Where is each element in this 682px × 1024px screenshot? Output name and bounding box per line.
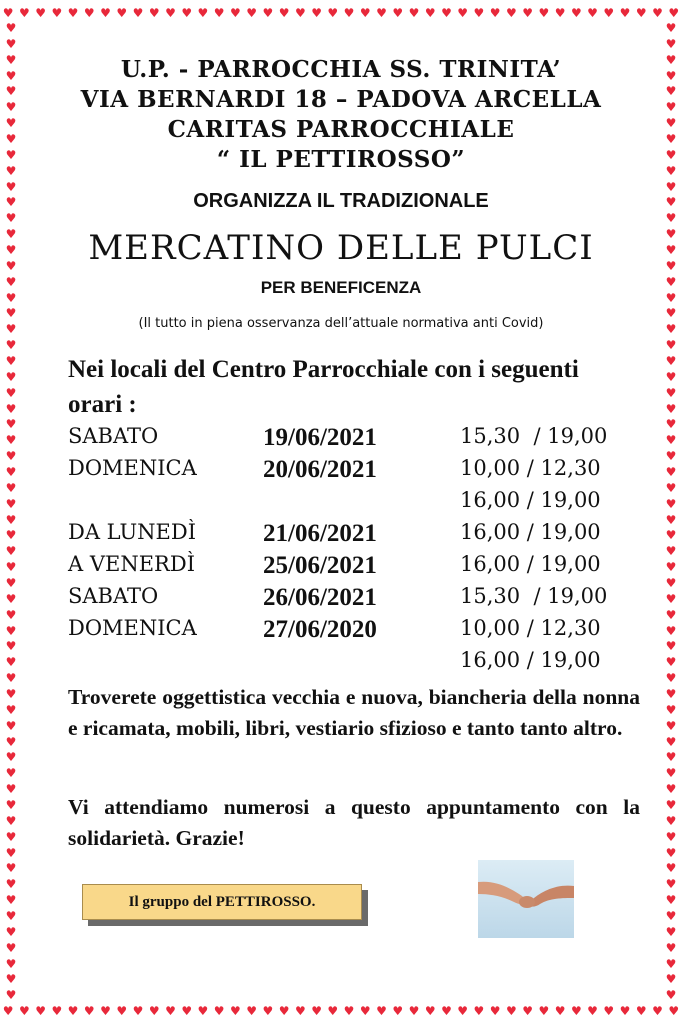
heart-icon: ♥	[5, 227, 17, 242]
schedule-row	[68, 616, 648, 680]
heart-icon: ♥	[665, 877, 677, 892]
heart-icon: ♥	[665, 940, 677, 955]
heart-icon: ♥	[5, 258, 17, 273]
heart-icon: ♥	[665, 227, 677, 242]
heart-icon: ♥	[489, 1004, 501, 1018]
heart-icon: ♥	[116, 1004, 128, 1018]
heart-icon: ♥	[5, 163, 17, 178]
heart-icon: ♥	[2, 1004, 14, 1018]
heart-icon: ♥	[665, 496, 677, 511]
heart-icon: ♥	[213, 6, 225, 20]
heart-icon: ♥	[665, 306, 677, 321]
heart-icon: ♥	[197, 6, 209, 20]
heart-icon: ♥	[5, 52, 17, 67]
heart-icon: ♥	[5, 449, 17, 464]
schedule-time: 15,30 / 19,00	[460, 424, 608, 448]
holding-hands-image	[478, 860, 574, 938]
heart-icon: ♥	[5, 512, 17, 527]
heart-icon: ♥	[665, 924, 677, 939]
heart-icon: ♥	[5, 100, 17, 115]
heart-icon: ♥	[5, 464, 17, 479]
heart-icon: ♥	[327, 1004, 339, 1018]
heart-icon: ♥	[5, 496, 17, 511]
heart-icon: ♥	[35, 6, 46, 20]
heart-icon: ♥	[18, 6, 30, 20]
heart-icon: ♥	[246, 1004, 258, 1018]
heart-icon: ♥	[5, 84, 17, 99]
heart-icon: ♥	[665, 623, 677, 638]
heart-icon: ♥	[665, 607, 677, 622]
heart-icon: ♥	[665, 956, 677, 971]
heart-icon: ♥	[668, 1004, 680, 1018]
heart-icon: ♥	[83, 1004, 95, 1018]
heart-icon: ♥	[51, 1004, 63, 1018]
heart-icon: ♥	[213, 1004, 225, 1018]
heart-icon: ♥	[5, 401, 17, 416]
heart-icon: ♥	[506, 1004, 517, 1018]
heart-icon: ♥	[5, 147, 17, 162]
heart-icon: ♥	[665, 591, 677, 606]
heart-icon: ♥	[665, 147, 677, 162]
schedule-day: SABATO	[68, 424, 159, 448]
heart-icon: ♥	[665, 687, 677, 702]
heart-icon: ♥	[5, 861, 17, 876]
heart-icon: ♥	[262, 6, 274, 20]
heart-icon: ♥	[18, 1004, 30, 1018]
heart-icon: ♥	[392, 1004, 404, 1018]
heart-icon: ♥	[506, 6, 517, 20]
heart-icon: ♥	[665, 655, 677, 670]
heart-icon: ♥	[652, 6, 663, 20]
heart-icon: ♥	[668, 6, 680, 20]
heart-border-top	[0, 2, 682, 24]
heart-icon: ♥	[665, 385, 677, 400]
heart-icon: ♥	[5, 924, 17, 939]
heart-icon: ♥	[538, 1004, 550, 1018]
heart-icon: ♥	[522, 1004, 533, 1018]
heart-icon: ♥	[473, 6, 485, 20]
heart-icon: ♥	[148, 1004, 160, 1018]
heart-icon: ♥	[522, 6, 533, 20]
heart-icon: ♥	[554, 6, 566, 20]
heart-icon: ♥	[665, 671, 677, 686]
heart-icon: ♥	[441, 1004, 452, 1018]
heart-icon: ♥	[665, 576, 677, 590]
heart-icon: ♥	[665, 972, 677, 987]
schedule-date: 26/06/2021	[263, 584, 377, 611]
heart-icon: ♥	[665, 274, 677, 289]
heart-icon: ♥	[100, 6, 111, 20]
heart-icon: ♥	[665, 131, 677, 146]
heart-icon: ♥	[603, 1004, 615, 1018]
heart-icon: ♥	[359, 6, 371, 20]
header-line-parish: U.P. - PARROCCHIA SS. TRINITA’	[120, 56, 562, 83]
heart-icon: ♥	[343, 1004, 355, 1018]
heart-icon: ♥	[652, 1004, 663, 1018]
schedule-row	[68, 424, 648, 456]
heart-icon: ♥	[165, 6, 176, 20]
heart-icon: ♥	[619, 1004, 631, 1018]
heart-icon: ♥	[665, 893, 677, 908]
heart-icon: ♥	[665, 52, 677, 67]
heart-icon: ♥	[665, 100, 677, 115]
heart-icon: ♥	[570, 6, 582, 20]
heart-icon: ♥	[5, 734, 17, 749]
heart-icon: ♥	[181, 6, 193, 20]
schedule-time: 15,30 / 19,00	[460, 584, 608, 608]
schedule-table	[68, 424, 648, 680]
heart-icon: ♥	[587, 6, 598, 20]
heart-icon: ♥	[230, 1004, 241, 1018]
heart-icon: ♥	[665, 369, 677, 384]
heart-icon: ♥	[665, 20, 677, 35]
heart-icon: ♥	[473, 1004, 485, 1018]
heart-icon: ♥	[665, 401, 677, 416]
schedule-time: 16,00 / 19,00	[460, 648, 601, 672]
header-line-group: “ IL PETTIROSSO”	[216, 146, 466, 173]
heart-icon: ♥	[665, 258, 677, 273]
heart-icon: ♥	[5, 909, 17, 924]
heart-icon: ♥	[5, 576, 17, 590]
heart-icon: ♥	[51, 6, 63, 20]
heart-icon: ♥	[5, 20, 17, 35]
heart-icon: ♥	[5, 845, 17, 860]
heart-icon: ♥	[5, 68, 17, 83]
heart-icon: ♥	[5, 591, 17, 606]
heart-icon: ♥	[665, 909, 677, 924]
heart-icon: ♥	[294, 6, 306, 20]
heart-icon: ♥	[489, 6, 501, 20]
schedule-time: 16,00 / 19,00	[460, 552, 601, 576]
schedule-date: 19/06/2021	[263, 424, 377, 451]
heart-icon: ♥	[665, 639, 677, 654]
schedule-date: 25/06/2021	[263, 552, 377, 579]
heart-icon: ♥	[5, 798, 17, 813]
heart-icon: ♥	[665, 179, 677, 194]
parish-header	[0, 52, 682, 178]
intro-text: Nei locali del Centro Parrocchiale con i seguenti orari :	[68, 356, 579, 418]
heart-icon: ♥	[5, 274, 17, 289]
heart-icon: ♥	[376, 1004, 387, 1018]
schedule-row	[68, 520, 648, 552]
schedule-time: 10,00 / 12,30	[460, 616, 601, 640]
heart-icon: ♥	[132, 1004, 144, 1018]
heart-icon: ♥	[665, 544, 677, 559]
schedule-time: 16,00 / 19,00	[460, 488, 601, 512]
heart-icon: ♥	[311, 1004, 322, 1018]
heart-icon: ♥	[132, 6, 144, 20]
header-line-address: VIA BERNARDI 18 – PADOVA ARCELLA	[80, 86, 602, 113]
heart-icon: ♥	[665, 480, 677, 495]
heart-icon: ♥	[5, 893, 17, 908]
heart-icon: ♥	[5, 988, 17, 1003]
heart-icon: ♥	[665, 163, 677, 178]
heart-icon: ♥	[5, 131, 17, 146]
schedule-date: 20/06/2021	[263, 456, 377, 483]
event-subtitle: PER BENEFICENZA	[260, 278, 422, 297]
heart-icon: ♥	[5, 782, 17, 797]
heart-icon: ♥	[181, 1004, 193, 1018]
heart-icon: ♥	[665, 322, 677, 337]
heart-icon: ♥	[5, 639, 17, 654]
heart-icon: ♥	[5, 718, 17, 733]
heart-icon: ♥	[665, 702, 677, 717]
heart-icon: ♥	[408, 1004, 420, 1018]
heart-icon: ♥	[619, 6, 631, 20]
heart-icon: ♥	[246, 6, 258, 20]
heart-icon: ♥	[665, 464, 677, 479]
heart-icon: ♥	[665, 84, 677, 99]
heart-icon: ♥	[5, 702, 17, 717]
schedule-time: 10,00 / 12,30	[460, 456, 601, 480]
holding-hands-icon	[478, 860, 574, 938]
heart-icon: ♥	[5, 195, 17, 210]
heart-icon: ♥	[2, 6, 14, 20]
heart-icon: ♥	[665, 560, 677, 575]
heart-icon: ♥	[665, 290, 677, 305]
heart-icon: ♥	[665, 338, 677, 353]
heart-icon: ♥	[5, 179, 17, 194]
heart-icon: ♥	[665, 813, 677, 828]
schedule-day: DOMENICA	[68, 456, 197, 480]
heart-border-bottom	[0, 1000, 682, 1022]
heart-icon: ♥	[457, 1004, 469, 1018]
heart-icon: ♥	[5, 687, 17, 702]
schedule-row	[68, 584, 648, 616]
heart-icon: ♥	[635, 1004, 647, 1018]
heart-icon: ♥	[5, 560, 17, 575]
heart-icon: ♥	[665, 433, 677, 448]
schedule-date: 21/06/2021	[263, 520, 377, 547]
heart-icon: ♥	[311, 6, 322, 20]
heart-icon: ♥	[5, 829, 17, 844]
heart-icon: ♥	[635, 6, 647, 20]
heart-icon: ♥	[343, 6, 355, 20]
heart-icon: ♥	[327, 6, 339, 20]
header-line-caritas: CARITAS PARROCCHIALE	[167, 116, 515, 143]
heart-icon: ♥	[665, 734, 677, 749]
schedule-day: SABATO	[68, 584, 159, 608]
heart-icon: ♥	[5, 607, 17, 622]
heart-icon: ♥	[5, 116, 17, 131]
heart-icon: ♥	[408, 6, 420, 20]
heart-icon: ♥	[5, 433, 17, 448]
heart-icon: ♥	[5, 417, 17, 432]
schedule-day: A VENERDÌ	[68, 552, 195, 576]
heart-icon: ♥	[665, 195, 677, 210]
heart-icon: ♥	[538, 6, 550, 20]
heart-icon: ♥	[5, 290, 17, 305]
heart-icon: ♥	[5, 877, 17, 892]
heart-icon: ♥	[5, 623, 17, 638]
heart-icon: ♥	[5, 972, 17, 987]
heart-icon: ♥	[665, 766, 677, 781]
heart-icon: ♥	[665, 449, 677, 464]
heart-icon: ♥	[5, 36, 17, 51]
heart-icon: ♥	[665, 68, 677, 83]
heart-icon: ♥	[665, 829, 677, 844]
heart-icon: ♥	[554, 1004, 566, 1018]
heart-icon: ♥	[665, 512, 677, 527]
covid-note: (Il tutto in piena osservanza dell’attuale normativa anti Covid)	[138, 316, 544, 331]
heart-icon: ♥	[424, 1004, 436, 1018]
schedule-date: 27/06/2020	[263, 616, 377, 643]
heart-icon: ♥	[262, 1004, 274, 1018]
heart-icon: ♥	[665, 528, 677, 543]
heart-icon: ♥	[5, 385, 17, 400]
heart-icon: ♥	[116, 6, 128, 20]
group-signature-badge: Il gruppo del PETTIROSSO.	[82, 884, 362, 920]
heart-icon: ♥	[665, 718, 677, 733]
heart-icon: ♥	[83, 6, 95, 20]
heart-icon: ♥	[5, 322, 17, 337]
heart-icon: ♥	[5, 544, 17, 559]
schedule-row	[68, 456, 648, 520]
invitation-paragraph: Vi attendiamo numerosi a questo appuntamento con la solidarietà. Grazie!	[68, 795, 640, 850]
heart-icon: ♥	[5, 353, 17, 368]
schedule-time: 16,00 / 19,00	[460, 520, 601, 544]
schedule-day: DOMENICA	[68, 616, 197, 640]
heart-icon: ♥	[603, 6, 615, 20]
heart-icon: ♥	[359, 1004, 371, 1018]
heart-icon: ♥	[5, 813, 17, 828]
heart-icon: ♥	[587, 1004, 598, 1018]
schedule-day: DA LUNEDÌ	[68, 520, 197, 544]
heart-icon: ♥	[294, 1004, 306, 1018]
heart-icon: ♥	[570, 1004, 582, 1018]
heart-icon: ♥	[5, 242, 17, 257]
heart-icon: ♥	[35, 1004, 46, 1018]
heart-icon: ♥	[5, 480, 17, 495]
heart-icon: ♥	[5, 655, 17, 670]
heart-icon: ♥	[5, 766, 17, 781]
organizza-heading: ORGANIZZA IL TRADIZIONALE	[193, 190, 489, 212]
heart-icon: ♥	[665, 353, 677, 368]
heart-icon: ♥	[100, 1004, 111, 1018]
heart-icon: ♥	[278, 1004, 290, 1018]
heart-icon: ♥	[424, 6, 436, 20]
heart-icon: ♥	[278, 6, 290, 20]
heart-icon: ♥	[665, 116, 677, 131]
heart-icon: ♥	[5, 369, 17, 384]
heart-icon: ♥	[5, 211, 17, 226]
heart-icon: ♥	[665, 211, 677, 226]
heart-icon: ♥	[665, 417, 677, 432]
schedule-row	[68, 552, 648, 584]
heart-icon: ♥	[230, 6, 241, 20]
heart-icon: ♥	[665, 861, 677, 876]
items-paragraph: Troverete oggettistica vecchia e nuova, biancheria della nonna e ricamata, mobili, libri, vestiario sfizioso e tanto tanto altro.	[68, 685, 640, 740]
heart-icon: ♥	[5, 940, 17, 955]
heart-icon: ♥	[665, 798, 677, 813]
heart-icon: ♥	[5, 671, 17, 686]
heart-icon: ♥	[5, 306, 17, 321]
heart-icon: ♥	[665, 750, 677, 765]
heart-icon: ♥	[67, 6, 79, 20]
heart-icon: ♥	[67, 1004, 79, 1018]
heart-icon: ♥	[665, 845, 677, 860]
heart-icon: ♥	[457, 6, 469, 20]
event-title: MERCATINO DELLE PULCI	[88, 228, 594, 268]
heart-icon: ♥	[665, 242, 677, 257]
heart-icon: ♥	[376, 6, 387, 20]
heart-icon: ♥	[5, 338, 17, 353]
heart-icon: ♥	[5, 956, 17, 971]
heart-icon: ♥	[165, 1004, 176, 1018]
heart-icon: ♥	[665, 782, 677, 797]
heart-icon: ♥	[148, 6, 160, 20]
heart-icon: ♥	[392, 6, 404, 20]
heart-icon: ♥	[5, 528, 17, 543]
heart-icon: ♥	[665, 988, 677, 1003]
heart-icon: ♥	[197, 1004, 209, 1018]
heart-icon: ♥	[665, 36, 677, 51]
heart-icon: ♥	[441, 6, 452, 20]
heart-icon: ♥	[5, 750, 17, 765]
